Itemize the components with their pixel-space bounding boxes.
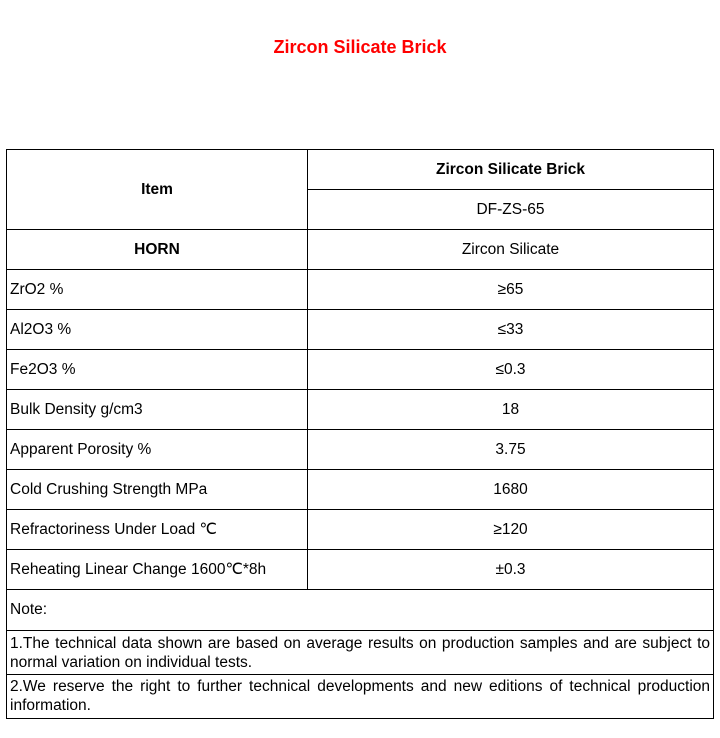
note-text: 2.We reserve the right to further technical developments and new editions of technical production information. bbox=[7, 675, 714, 719]
note-text: 1.The technical data shown are based on average results on production samples and are subject to normal variation on individual tests. bbox=[7, 631, 714, 675]
property-value: ≤33 bbox=[308, 310, 714, 350]
horn-value: Zircon Silicate bbox=[308, 230, 714, 270]
item-header: Item bbox=[7, 150, 308, 230]
table-row bbox=[7, 310, 714, 350]
table-row bbox=[7, 510, 714, 550]
property-value: 1680 bbox=[308, 470, 714, 510]
property-label: Apparent Porosity % bbox=[7, 430, 308, 470]
property-label: Al2O3 % bbox=[7, 310, 308, 350]
table-row bbox=[7, 430, 714, 470]
property-value: ±0.3 bbox=[308, 550, 714, 590]
table-row bbox=[7, 470, 714, 510]
property-label: ZrO2 % bbox=[7, 270, 308, 310]
property-label: Refractoriness Under Load ℃ bbox=[7, 510, 308, 550]
horn-label: HORN bbox=[7, 230, 308, 270]
product-code: DF-ZS-65 bbox=[308, 190, 714, 230]
spec-table bbox=[6, 149, 714, 719]
note-header-row bbox=[7, 590, 714, 631]
header-row bbox=[7, 150, 714, 190]
table-row bbox=[7, 270, 714, 310]
property-label: Reheating Linear Change 1600℃*8h bbox=[7, 550, 308, 590]
note-row bbox=[7, 675, 714, 719]
property-label: Fe2O3 % bbox=[7, 350, 308, 390]
table-row bbox=[7, 390, 714, 430]
product-name-header: Zircon Silicate Brick bbox=[308, 150, 714, 190]
property-value: ≥120 bbox=[308, 510, 714, 550]
table-row bbox=[7, 350, 714, 390]
property-value: 18 bbox=[308, 390, 714, 430]
property-label: Cold Crushing Strength MPa bbox=[7, 470, 308, 510]
note-label: Note: bbox=[7, 590, 714, 631]
property-value: 3.75 bbox=[308, 430, 714, 470]
property-value: ≤0.3 bbox=[308, 350, 714, 390]
table-row bbox=[7, 550, 714, 590]
page-title: Zircon Silicate Brick bbox=[273, 37, 447, 57]
horn-row bbox=[7, 230, 714, 270]
note-row bbox=[7, 631, 714, 675]
property-value: ≥65 bbox=[308, 270, 714, 310]
property-label: Bulk Density g/cm3 bbox=[7, 390, 308, 430]
